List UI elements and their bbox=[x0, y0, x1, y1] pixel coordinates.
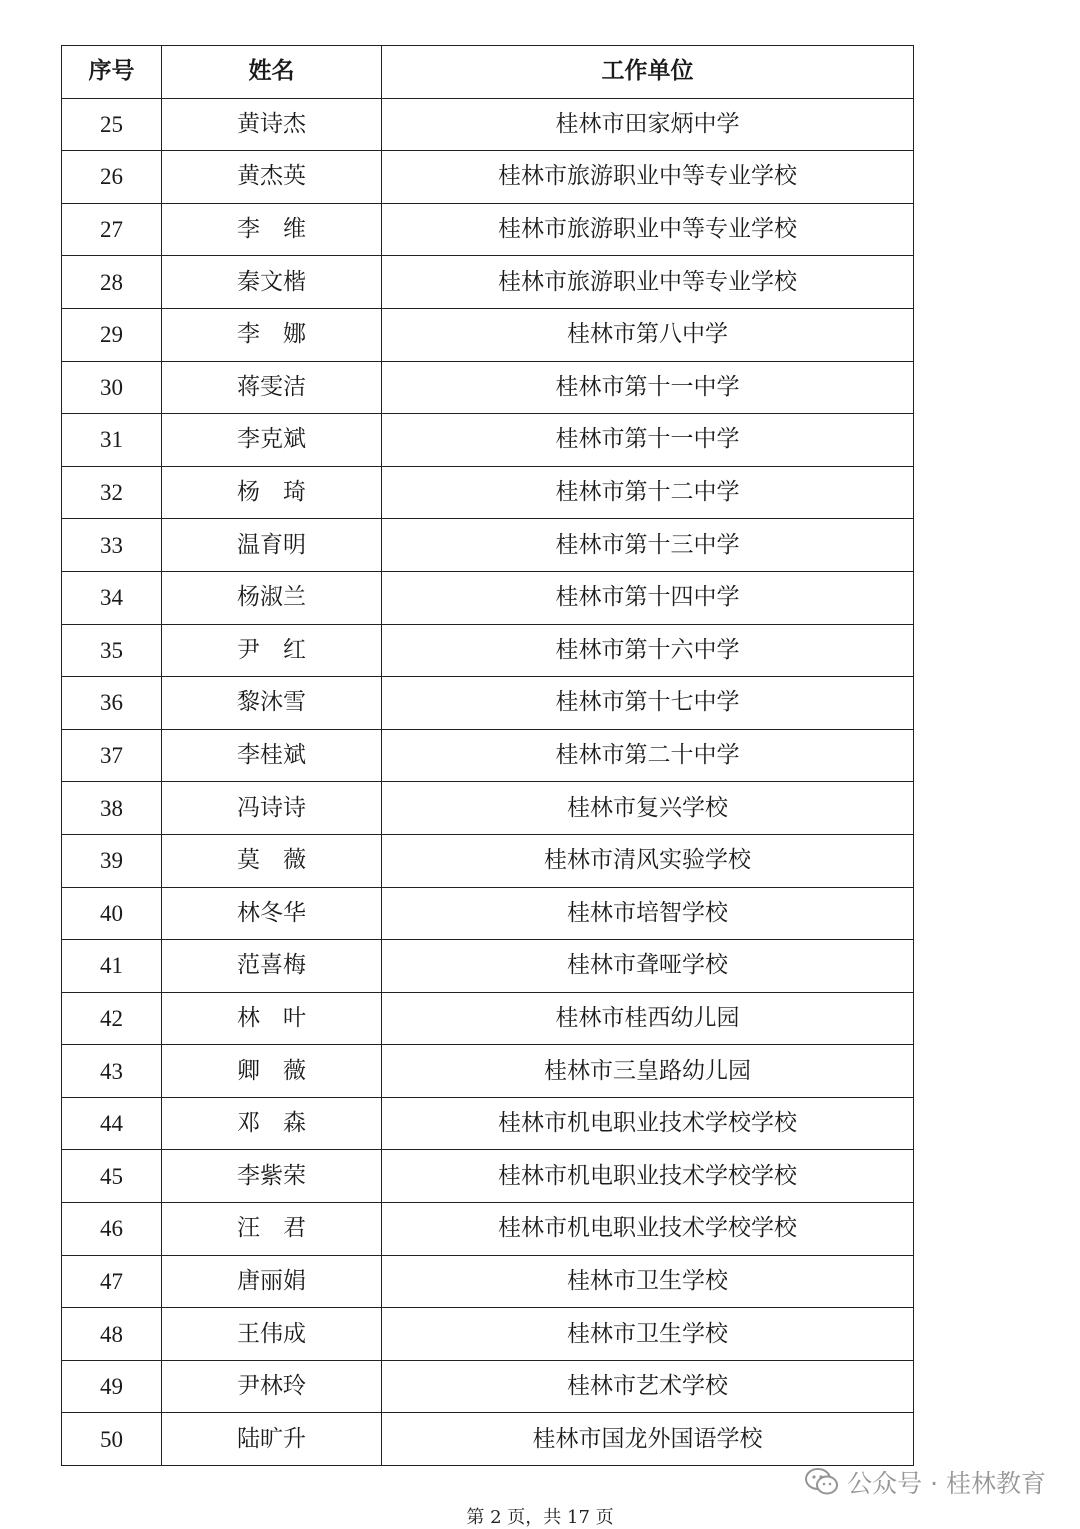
cell-number: 37 bbox=[62, 729, 162, 782]
cell-workplace: 桂林市三皇路幼儿园 bbox=[382, 1045, 914, 1098]
cell-name: 杨 琦 bbox=[162, 466, 382, 519]
cell-name: 黎沐雪 bbox=[162, 677, 382, 730]
cell-number: 44 bbox=[62, 1097, 162, 1150]
cell-workplace: 桂林市国龙外国语学校 bbox=[382, 1413, 914, 1466]
cell-name: 冯诗诗 bbox=[162, 782, 382, 835]
cell-name: 陆旷升 bbox=[162, 1413, 382, 1466]
cell-name: 卿 薇 bbox=[162, 1045, 382, 1098]
table-row bbox=[62, 1150, 914, 1203]
cell-workplace: 桂林市机电职业技术学校学校 bbox=[382, 1150, 914, 1203]
table-row bbox=[62, 361, 914, 414]
header-number: 序号 bbox=[62, 46, 162, 99]
cell-number: 43 bbox=[62, 1045, 162, 1098]
cell-name: 王伟成 bbox=[162, 1308, 382, 1361]
cell-workplace: 桂林市卫生学校 bbox=[382, 1255, 914, 1308]
cell-workplace: 桂林市卫生学校 bbox=[382, 1308, 914, 1361]
table-row bbox=[62, 624, 914, 677]
table-row bbox=[62, 414, 914, 467]
table-row bbox=[62, 887, 914, 940]
cell-name: 尹 红 bbox=[162, 624, 382, 677]
cell-number: 28 bbox=[62, 256, 162, 309]
table-row bbox=[62, 1255, 914, 1308]
cell-number: 30 bbox=[62, 361, 162, 414]
table-row bbox=[62, 834, 914, 887]
table-row bbox=[62, 1360, 914, 1413]
cell-number: 29 bbox=[62, 308, 162, 361]
cell-number: 50 bbox=[62, 1413, 162, 1466]
cell-name: 杨淑兰 bbox=[162, 571, 382, 624]
cell-name: 邓 森 bbox=[162, 1097, 382, 1150]
cell-number: 33 bbox=[62, 519, 162, 572]
cell-number: 42 bbox=[62, 992, 162, 1045]
cell-number: 26 bbox=[62, 151, 162, 204]
cell-number: 49 bbox=[62, 1360, 162, 1413]
cell-name: 林冬华 bbox=[162, 887, 382, 940]
cell-workplace: 桂林市第十一中学 bbox=[382, 361, 914, 414]
roster-table-container bbox=[61, 45, 913, 1466]
cell-number: 38 bbox=[62, 782, 162, 835]
table-row bbox=[62, 151, 914, 204]
cell-workplace: 桂林市艺术学校 bbox=[382, 1360, 914, 1413]
table-row bbox=[62, 1045, 914, 1098]
cell-workplace: 桂林市第十二中学 bbox=[382, 466, 914, 519]
cell-workplace: 桂林市机电职业技术学校学校 bbox=[382, 1203, 914, 1256]
table-row bbox=[62, 571, 914, 624]
table-row bbox=[62, 677, 914, 730]
cell-name: 林 叶 bbox=[162, 992, 382, 1045]
cell-name: 秦文楷 bbox=[162, 256, 382, 309]
watermark bbox=[805, 1464, 1046, 1500]
cell-workplace: 桂林市培智学校 bbox=[382, 887, 914, 940]
table-row bbox=[62, 940, 914, 993]
table-row bbox=[62, 519, 914, 572]
table-row bbox=[62, 466, 914, 519]
cell-number: 40 bbox=[62, 887, 162, 940]
cell-name: 李紫荣 bbox=[162, 1150, 382, 1203]
table-header-row bbox=[62, 46, 914, 99]
cell-name: 李克斌 bbox=[162, 414, 382, 467]
roster-table bbox=[61, 45, 914, 1466]
cell-number: 35 bbox=[62, 624, 162, 677]
table-body bbox=[62, 98, 914, 1465]
cell-workplace: 桂林市聋哑学校 bbox=[382, 940, 914, 993]
cell-number: 47 bbox=[62, 1255, 162, 1308]
watermark-text: 公众号 · 桂林教育 bbox=[847, 1469, 1046, 1498]
cell-number: 27 bbox=[62, 203, 162, 256]
cell-workplace: 桂林市旅游职业中等专业学校 bbox=[382, 151, 914, 204]
cell-number: 25 bbox=[62, 98, 162, 151]
table-row bbox=[62, 1308, 914, 1361]
cell-workplace: 桂林市田家炳中学 bbox=[382, 98, 914, 151]
cell-workplace: 桂林市第十三中学 bbox=[382, 519, 914, 572]
table-row bbox=[62, 992, 914, 1045]
cell-workplace: 桂林市第十一中学 bbox=[382, 414, 914, 467]
cell-name: 莫 薇 bbox=[162, 834, 382, 887]
cell-number: 36 bbox=[62, 677, 162, 730]
cell-name: 温育明 bbox=[162, 519, 382, 572]
cell-name: 汪 君 bbox=[162, 1203, 382, 1256]
cell-workplace: 桂林市清风实验学校 bbox=[382, 834, 914, 887]
cell-workplace: 桂林市旅游职业中等专业学校 bbox=[382, 256, 914, 309]
table-row bbox=[62, 1203, 914, 1256]
cell-name: 黄诗杰 bbox=[162, 98, 382, 151]
cell-name: 唐丽娟 bbox=[162, 1255, 382, 1308]
cell-workplace: 桂林市第二十中学 bbox=[382, 729, 914, 782]
table-row bbox=[62, 1413, 914, 1466]
cell-workplace: 桂林市第十七中学 bbox=[382, 677, 914, 730]
cell-name: 李 维 bbox=[162, 203, 382, 256]
table-row bbox=[62, 256, 914, 309]
page-number-text: 第 2 页，共 17 页 bbox=[466, 1507, 614, 1528]
page-footer bbox=[0, 1503, 1080, 1529]
cell-name: 李 娜 bbox=[162, 308, 382, 361]
table-row bbox=[62, 98, 914, 151]
table-row bbox=[62, 729, 914, 782]
table-row bbox=[62, 782, 914, 835]
table-row bbox=[62, 308, 914, 361]
cell-number: 39 bbox=[62, 834, 162, 887]
cell-workplace: 桂林市复兴学校 bbox=[382, 782, 914, 835]
cell-name: 尹林玲 bbox=[162, 1360, 382, 1413]
cell-number: 41 bbox=[62, 940, 162, 993]
cell-number: 34 bbox=[62, 571, 162, 624]
cell-name: 黄杰英 bbox=[162, 151, 382, 204]
cell-workplace: 桂林市旅游职业中等专业学校 bbox=[382, 203, 914, 256]
wechat-icon bbox=[805, 1467, 839, 1497]
cell-name: 李桂斌 bbox=[162, 729, 382, 782]
cell-number: 31 bbox=[62, 414, 162, 467]
table-row bbox=[62, 1097, 914, 1150]
header-workplace: 工作单位 bbox=[382, 46, 914, 99]
cell-workplace: 桂林市机电职业技术学校学校 bbox=[382, 1097, 914, 1150]
table-row bbox=[62, 203, 914, 256]
cell-number: 32 bbox=[62, 466, 162, 519]
cell-name: 蒋雯洁 bbox=[162, 361, 382, 414]
header-name: 姓名 bbox=[162, 46, 382, 99]
cell-name: 范喜梅 bbox=[162, 940, 382, 993]
cell-workplace: 桂林市第十四中学 bbox=[382, 571, 914, 624]
cell-workplace: 桂林市桂西幼儿园 bbox=[382, 992, 914, 1045]
cell-workplace: 桂林市第十六中学 bbox=[382, 624, 914, 677]
cell-number: 45 bbox=[62, 1150, 162, 1203]
cell-number: 46 bbox=[62, 1203, 162, 1256]
cell-workplace: 桂林市第八中学 bbox=[382, 308, 914, 361]
cell-number: 48 bbox=[62, 1308, 162, 1361]
